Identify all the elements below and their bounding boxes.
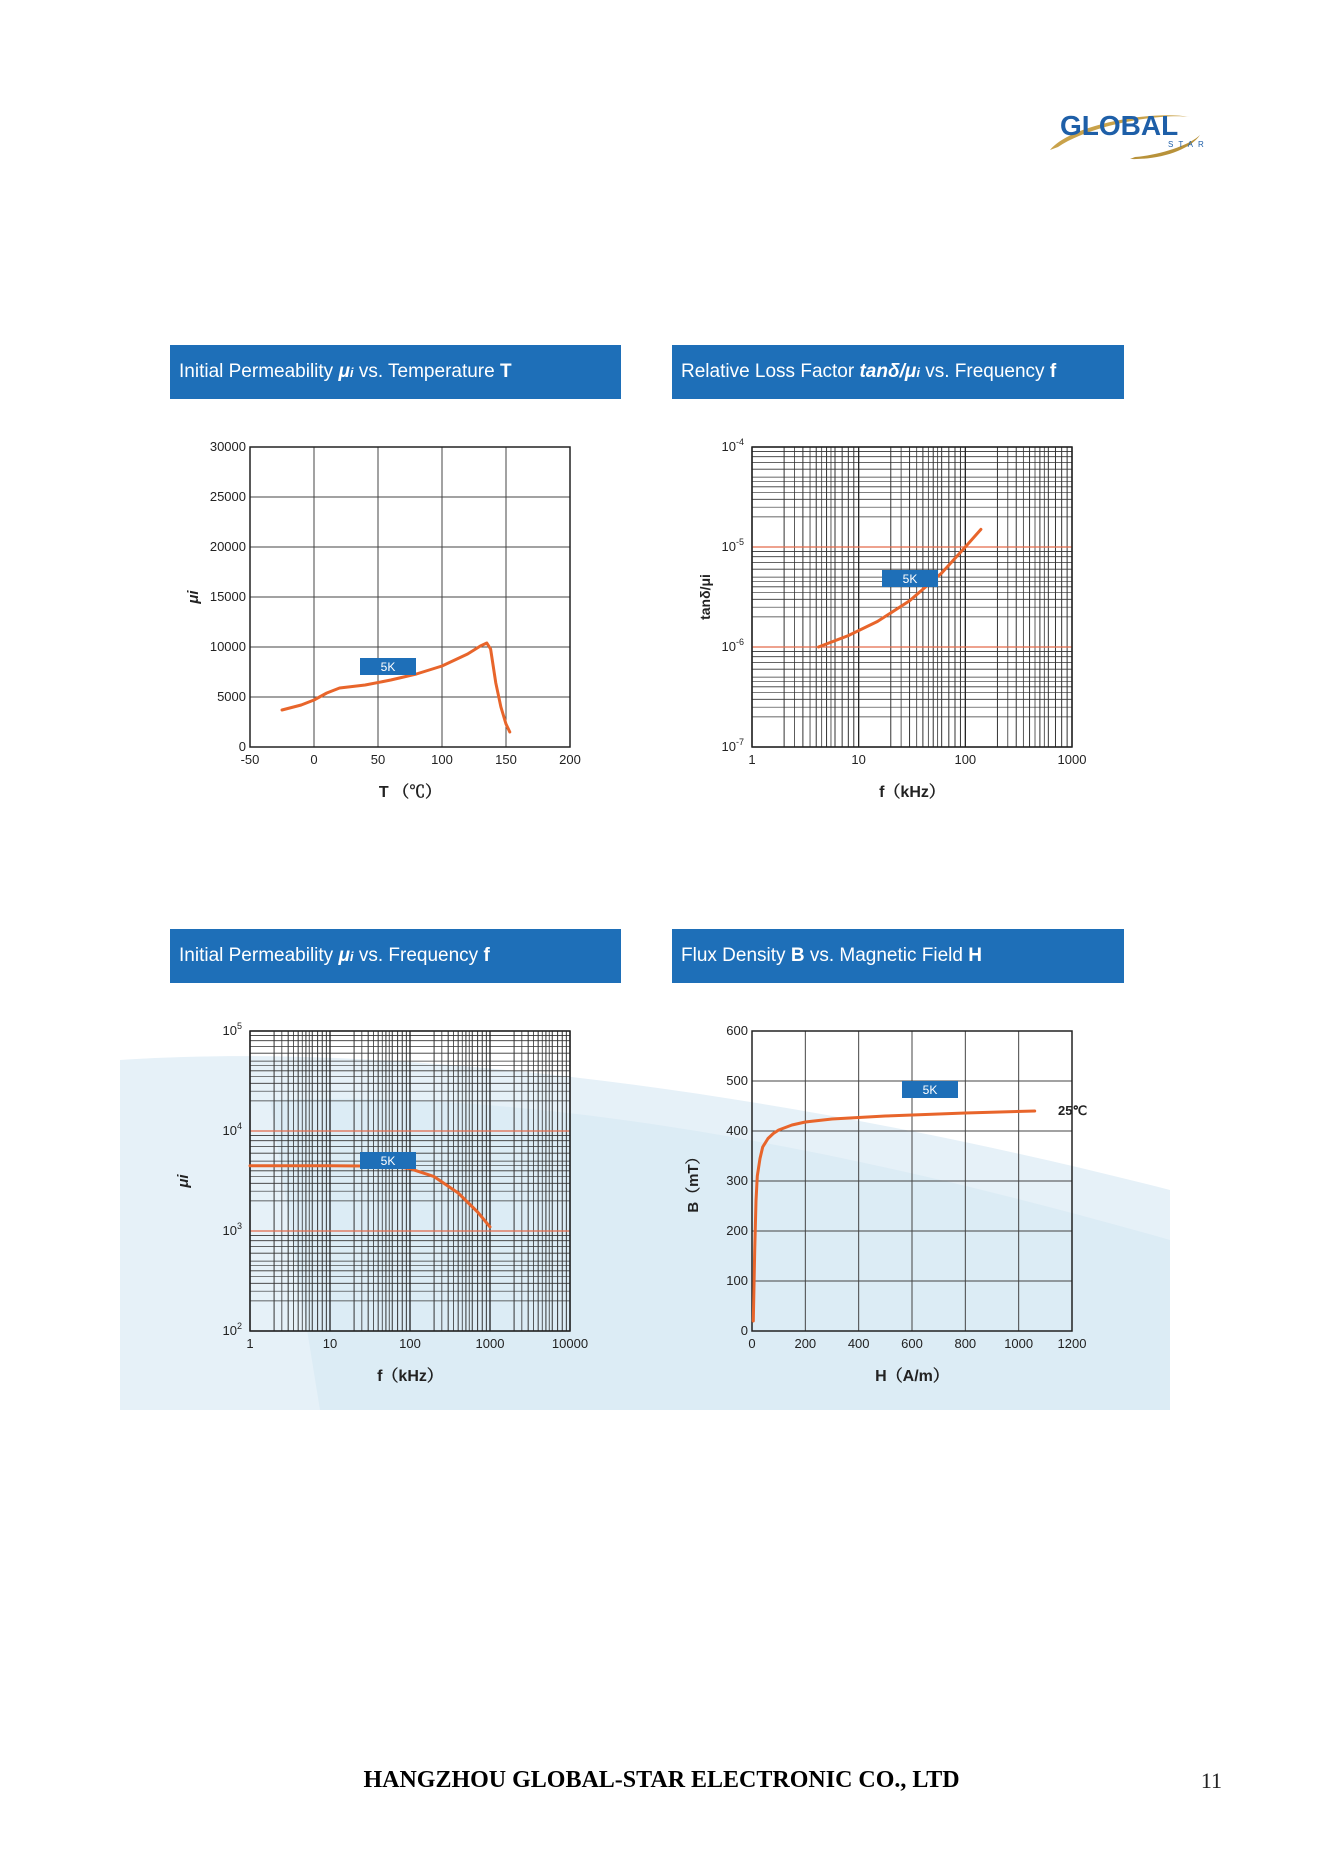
y-tick-label: 10000 (209, 639, 246, 654)
y-tick-label: $10^5$ (222, 1021, 242, 1038)
series-line-5k (282, 643, 510, 732)
x-tick-label: 150 (495, 752, 517, 767)
y-tick-label: 400 (726, 1123, 748, 1138)
y-tick-label: 100 (726, 1273, 748, 1288)
x-tick-label: 1200 (1057, 1336, 1087, 1351)
x-axis-label: f（kHz） (879, 784, 945, 800)
footer-company: HANGZHOU GLOBAL-STAR ELECTRONIC CO., LTD (363, 1767, 960, 1793)
x-tick-label: 800 (954, 1336, 977, 1351)
legend-badge (360, 1152, 416, 1169)
y-tick-label: 300 (726, 1173, 748, 1188)
x-tick-label: 100 (431, 752, 453, 767)
x-tick-label: 10 (322, 1336, 338, 1351)
y-tick-label: $10^{-7}$ (721, 737, 744, 754)
x-tick-label: 0 (748, 1336, 756, 1351)
x-tick-label: 100 (399, 1336, 421, 1351)
x-tick-label: 400 (847, 1336, 870, 1351)
legend-badge-label: 5K (380, 660, 396, 674)
x-tick-label: 1000 (1004, 1336, 1034, 1351)
x-tick-label: 1 (748, 752, 756, 767)
x-tick-label: 100 (954, 752, 977, 767)
y-tick-label: $10^2$ (222, 1321, 242, 1338)
series-line-5k (250, 1166, 490, 1227)
y-axis-label: μi (185, 590, 202, 604)
series-line-5k (753, 1111, 1034, 1321)
x-tick-label: 1 (246, 1336, 254, 1351)
legend-badge-label: 5K (380, 1154, 396, 1168)
y-tick-label: 20000 (209, 539, 246, 554)
y-tick-label: 15000 (209, 589, 246, 604)
y-tick-label: 0 (740, 1323, 748, 1338)
x-tick-label: -50 (240, 752, 260, 767)
logo-word: GLOBAL (1060, 110, 1179, 141)
logo-sub: STAR (1168, 140, 1209, 149)
y-tick-label: 25000 (209, 489, 246, 504)
chart2-title: Relative Loss Factor tanδ/μi vs. Frequency f (672, 345, 1124, 399)
y-axis-label: B（mT） (685, 1149, 702, 1213)
y-axis-label: tanδ/μi (697, 574, 713, 620)
legend-badge (360, 658, 416, 675)
y-tick-label: $10^4$ (222, 1121, 242, 1138)
x-tick-label: 10 (851, 752, 866, 767)
legend-badge (902, 1081, 958, 1098)
x-axis-label: T （℃） (378, 784, 442, 800)
x-tick-label: 10000 (551, 1336, 589, 1351)
y-tick-label: 30000 (209, 439, 246, 454)
chart-grid (250, 1031, 570, 1331)
x-tick-label: 1000 (1057, 752, 1087, 767)
x-axis-label: H（A/m） (875, 1368, 949, 1384)
y-tick-label: 0 (238, 739, 246, 754)
chart-permeability-vs-temperature (170, 430, 650, 800)
curve-annotation: 25℃ (1058, 1103, 1088, 1118)
x-tick-label: 0 (310, 752, 318, 767)
x-tick-label: 200 (794, 1336, 817, 1351)
page-number: 11 (1200, 1768, 1222, 1793)
chart-grid (250, 447, 570, 747)
chart4-title: Flux Density B vs. Magnetic Field H (672, 929, 1124, 983)
chart-flux-density-vs-field (672, 1014, 1152, 1384)
y-tick-label: $10^3$ (222, 1221, 242, 1238)
legend-badge-label: 5K (922, 1083, 938, 1097)
legend-badge-label: 5K (902, 572, 918, 586)
x-tick-label: 600 (901, 1336, 923, 1351)
x-tick-label: 1000 (475, 1336, 505, 1351)
y-tick-label: 500 (726, 1073, 748, 1088)
x-tick-label: 200 (559, 752, 581, 767)
chart1-title: Initial Permeability μi vs. Temperature T (170, 345, 621, 399)
y-tick-label: 5000 (217, 689, 246, 704)
y-axis-label: μi (175, 1174, 192, 1188)
legend-badge (882, 570, 938, 587)
y-tick-label: 600 (726, 1023, 748, 1038)
y-tick-label: $10^{-6}$ (721, 637, 744, 654)
chart-grid (752, 1031, 1072, 1331)
chart-permeability-vs-frequency (170, 1014, 650, 1384)
global-star-logo (1040, 95, 1220, 165)
x-tick-label: 50 (370, 752, 386, 767)
y-tick-label: $10^{-5}$ (721, 537, 744, 554)
chart-loss-factor-vs-frequency (672, 430, 1152, 800)
chart3-title: Initial Permeability μi vs. Frequency f (170, 929, 621, 983)
x-axis-label: f（kHz） (377, 1368, 443, 1384)
y-tick-label: 200 (726, 1223, 748, 1238)
y-tick-label: $10^{-4}$ (721, 437, 744, 454)
